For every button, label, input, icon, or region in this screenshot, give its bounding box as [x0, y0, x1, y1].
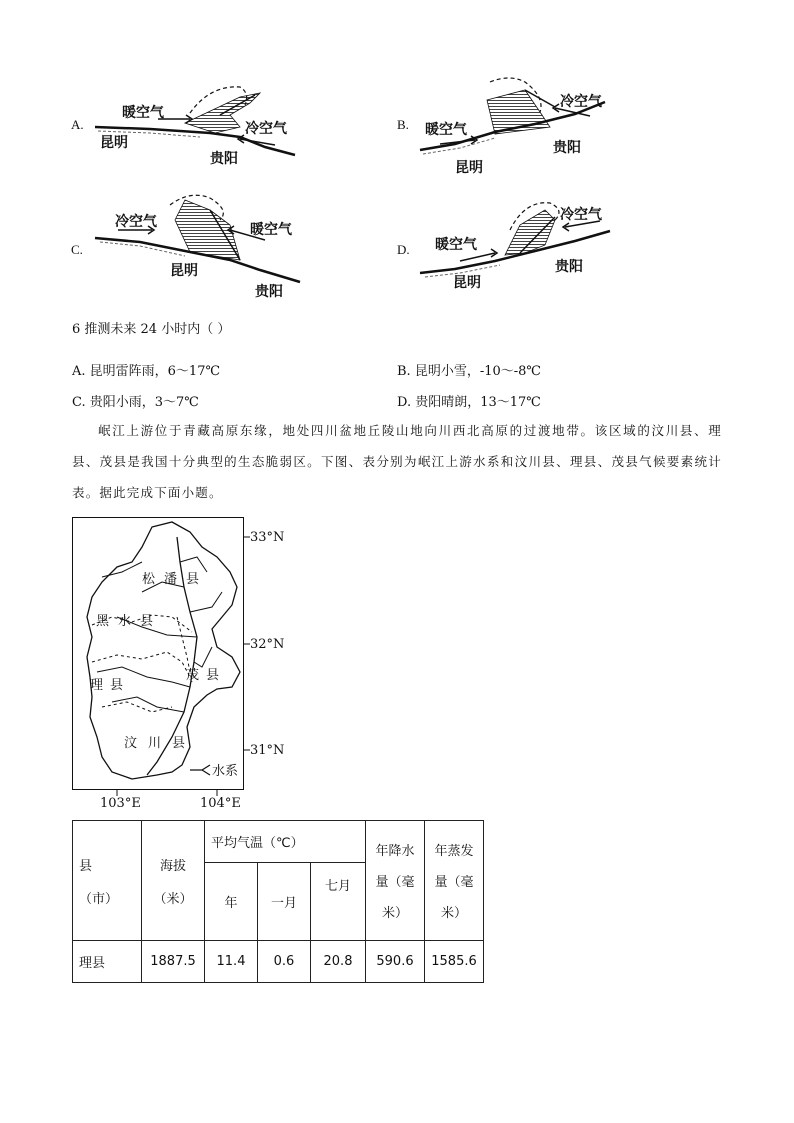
- county-wenchuan-2: 川: [148, 736, 162, 751]
- option-c-label: C.: [71, 242, 83, 257]
- guiyang-label: 贵阳: [210, 151, 238, 167]
- diagram-b: [415, 72, 645, 182]
- cold-air-label: 冷空气: [245, 121, 287, 137]
- guiyang-label: 贵阳: [255, 284, 283, 300]
- guiyang-label: 贵阳: [555, 259, 583, 275]
- county-mao-1: 茂: [186, 668, 200, 683]
- lat-31: 31°N: [250, 743, 285, 758]
- lat-33: 33°N: [250, 530, 285, 545]
- header-county: 县 （市）: [73, 821, 142, 941]
- lon-103: 103°E: [100, 796, 141, 811]
- basin-outline: [87, 522, 240, 779]
- diagram-a: [90, 75, 320, 175]
- kunming-label: 昆明: [453, 275, 481, 291]
- cell-jul: 20.8: [311, 941, 366, 983]
- option-a-label: A.: [71, 117, 84, 132]
- kunming-label: 昆明: [455, 160, 483, 176]
- cold-air-label: 冷空气: [115, 214, 157, 230]
- river-legend-icon: [190, 765, 210, 775]
- county-wenchuan-3: 县: [172, 736, 186, 751]
- legend-label: 水系: [212, 764, 239, 779]
- minjiang-map: [72, 517, 322, 812]
- county-heishui-2: 水: [118, 614, 132, 629]
- warm-air-label: 暖空气: [425, 122, 467, 138]
- cold-air-label: 冷空气: [560, 94, 602, 110]
- county-li-2: 县: [110, 678, 124, 693]
- county-songpan-3: 县: [186, 572, 200, 587]
- header-jan: 一月: [258, 863, 311, 941]
- cell-precip: 590.6: [366, 941, 425, 983]
- question-6-stem: 6 推测未来 24 小时内（ ）: [72, 322, 231, 337]
- warm-air-label: 暖空气: [122, 105, 164, 121]
- cold-air-label: 冷空气: [560, 207, 602, 223]
- choice-d: D. 贵阳晴朗，13～17℃: [397, 395, 541, 410]
- county-songpan-2: 潘: [164, 572, 178, 587]
- lat-32: 32°N: [250, 637, 285, 652]
- cell-evap: 1585.6: [425, 941, 484, 983]
- option-d-label: D.: [397, 242, 410, 257]
- choice-c: C. 贵阳小雨，3～7℃: [72, 395, 199, 410]
- header-avg-temp: 平均气温（℃）: [205, 821, 366, 863]
- header-precip: 年降水 量（毫 米）: [366, 821, 425, 941]
- cell-jan: 0.6: [258, 941, 311, 983]
- county-li-1: 理: [90, 678, 104, 693]
- county-songpan-1: 松: [142, 572, 156, 587]
- lon-104: 104°E: [200, 796, 241, 811]
- table-row: [73, 941, 484, 983]
- county-wenchuan-1: 汶: [124, 736, 138, 751]
- diagram-d: [415, 195, 645, 295]
- warm-air-label: 暖空气: [435, 237, 477, 253]
- passage-text: 岷江上游位于青藏高原东缘，地处四川盆地丘陵山地向川西北高原的过渡地带。该区域的汶川县、理县、茂县是我国十分典型的生态脆弱区。下图、表分别为岷江上游水系和汶川县、理县、茂县气候要素统计表。据此完成下面小题。: [72, 423, 722, 500]
- county-heishui-3: 县: [140, 614, 154, 629]
- cell-year: 11.4: [205, 941, 258, 983]
- county-heishui-1: 黑: [96, 614, 110, 629]
- county-mao-2: 县: [206, 668, 220, 683]
- option-b-label: B.: [397, 117, 409, 132]
- header-jul: 七月: [311, 863, 366, 941]
- choice-b: B. 昆明小雪，-10～-8℃: [397, 364, 541, 379]
- climate-table: [72, 820, 484, 983]
- kunming-label: 昆明: [100, 135, 128, 151]
- kunming-label: 昆明: [170, 263, 198, 279]
- header-evap: 年蒸发 量（毫 米）: [425, 821, 484, 941]
- choice-a: A. 昆明雷阵雨，6～17℃: [72, 364, 221, 379]
- warm-air-label: 暖空气: [250, 222, 292, 238]
- cell-altitude: 1887.5: [142, 941, 205, 983]
- guiyang-label: 贵阳: [553, 140, 581, 156]
- cell-county: 理县: [73, 941, 142, 983]
- header-altitude: 海拔 （米）: [142, 821, 205, 941]
- header-year: 年: [205, 863, 258, 941]
- diagram-c: [90, 190, 320, 305]
